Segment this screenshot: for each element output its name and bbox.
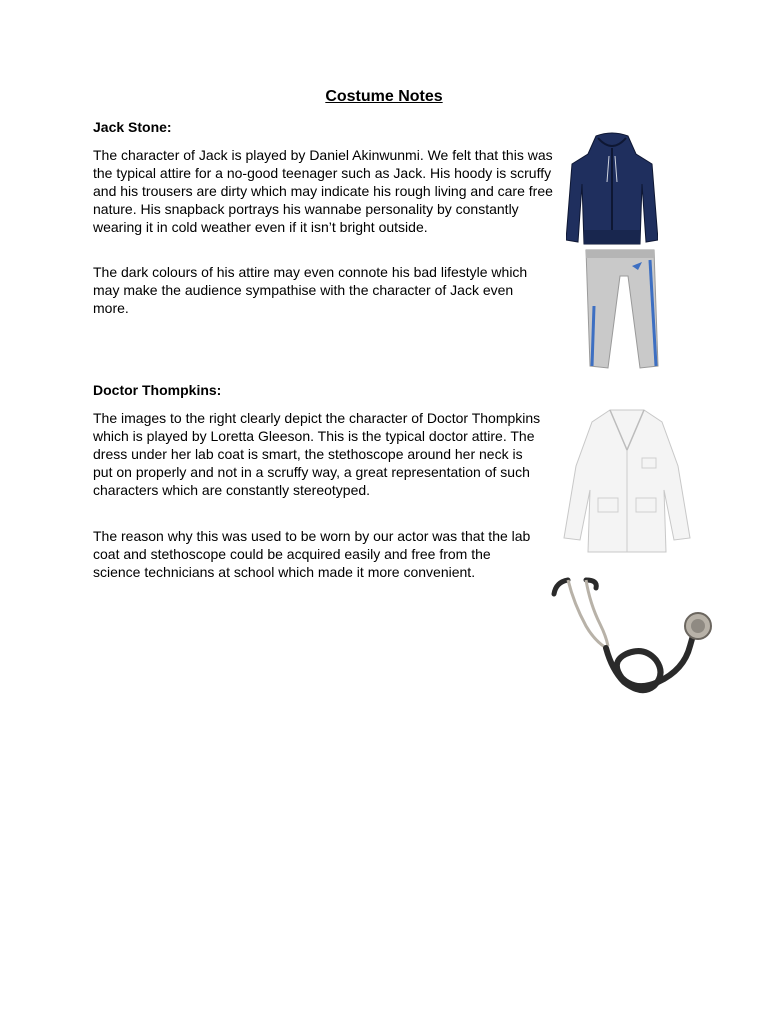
lab-coat-image xyxy=(562,406,692,554)
jack-paragraph-1: The character of Jack is played by Daniel Akinwunmi. We felt that this was the typical attire for a no-good teenager such as Jack. His hoody is scruffy and his trousers are dirty which may indicate his rough living and care free nature. His snapback portrays his wannabe personality by constantly wearing it in cold weather even if it isn’t bright outside. xyxy=(93,147,553,235)
trousers-image xyxy=(580,246,676,370)
stethoscope-image xyxy=(546,574,716,702)
document-title: Costume Notes xyxy=(325,88,443,105)
hoodie-image xyxy=(566,132,658,245)
doctor-paragraph-2: The reason why this was used to be worn by our actor was that the lab coat and stethoscope could be acquired easily and free from the science technicians at school which made it more convenient. xyxy=(93,528,531,580)
section-heading-jack-stone: Jack Stone: xyxy=(93,119,172,135)
jack-paragraph-2: The dark colours of his attire may even connote his bad lifestyle which may make the audience sympathise with the character of Jack even more. xyxy=(93,264,528,316)
doctor-paragraph-1: The images to the right clearly depict the character of Doctor Thompkins which is played by Loretta Gleeson. This is the typical doctor attire. The dress under her lab coat is smart, the stethoscope around her neck is put on properly and not in a scruffy way, a great representation of such characters which are constantly stereotyped. xyxy=(93,410,541,498)
section-heading-doctor-thompkins: Doctor Thompkins: xyxy=(93,382,222,398)
